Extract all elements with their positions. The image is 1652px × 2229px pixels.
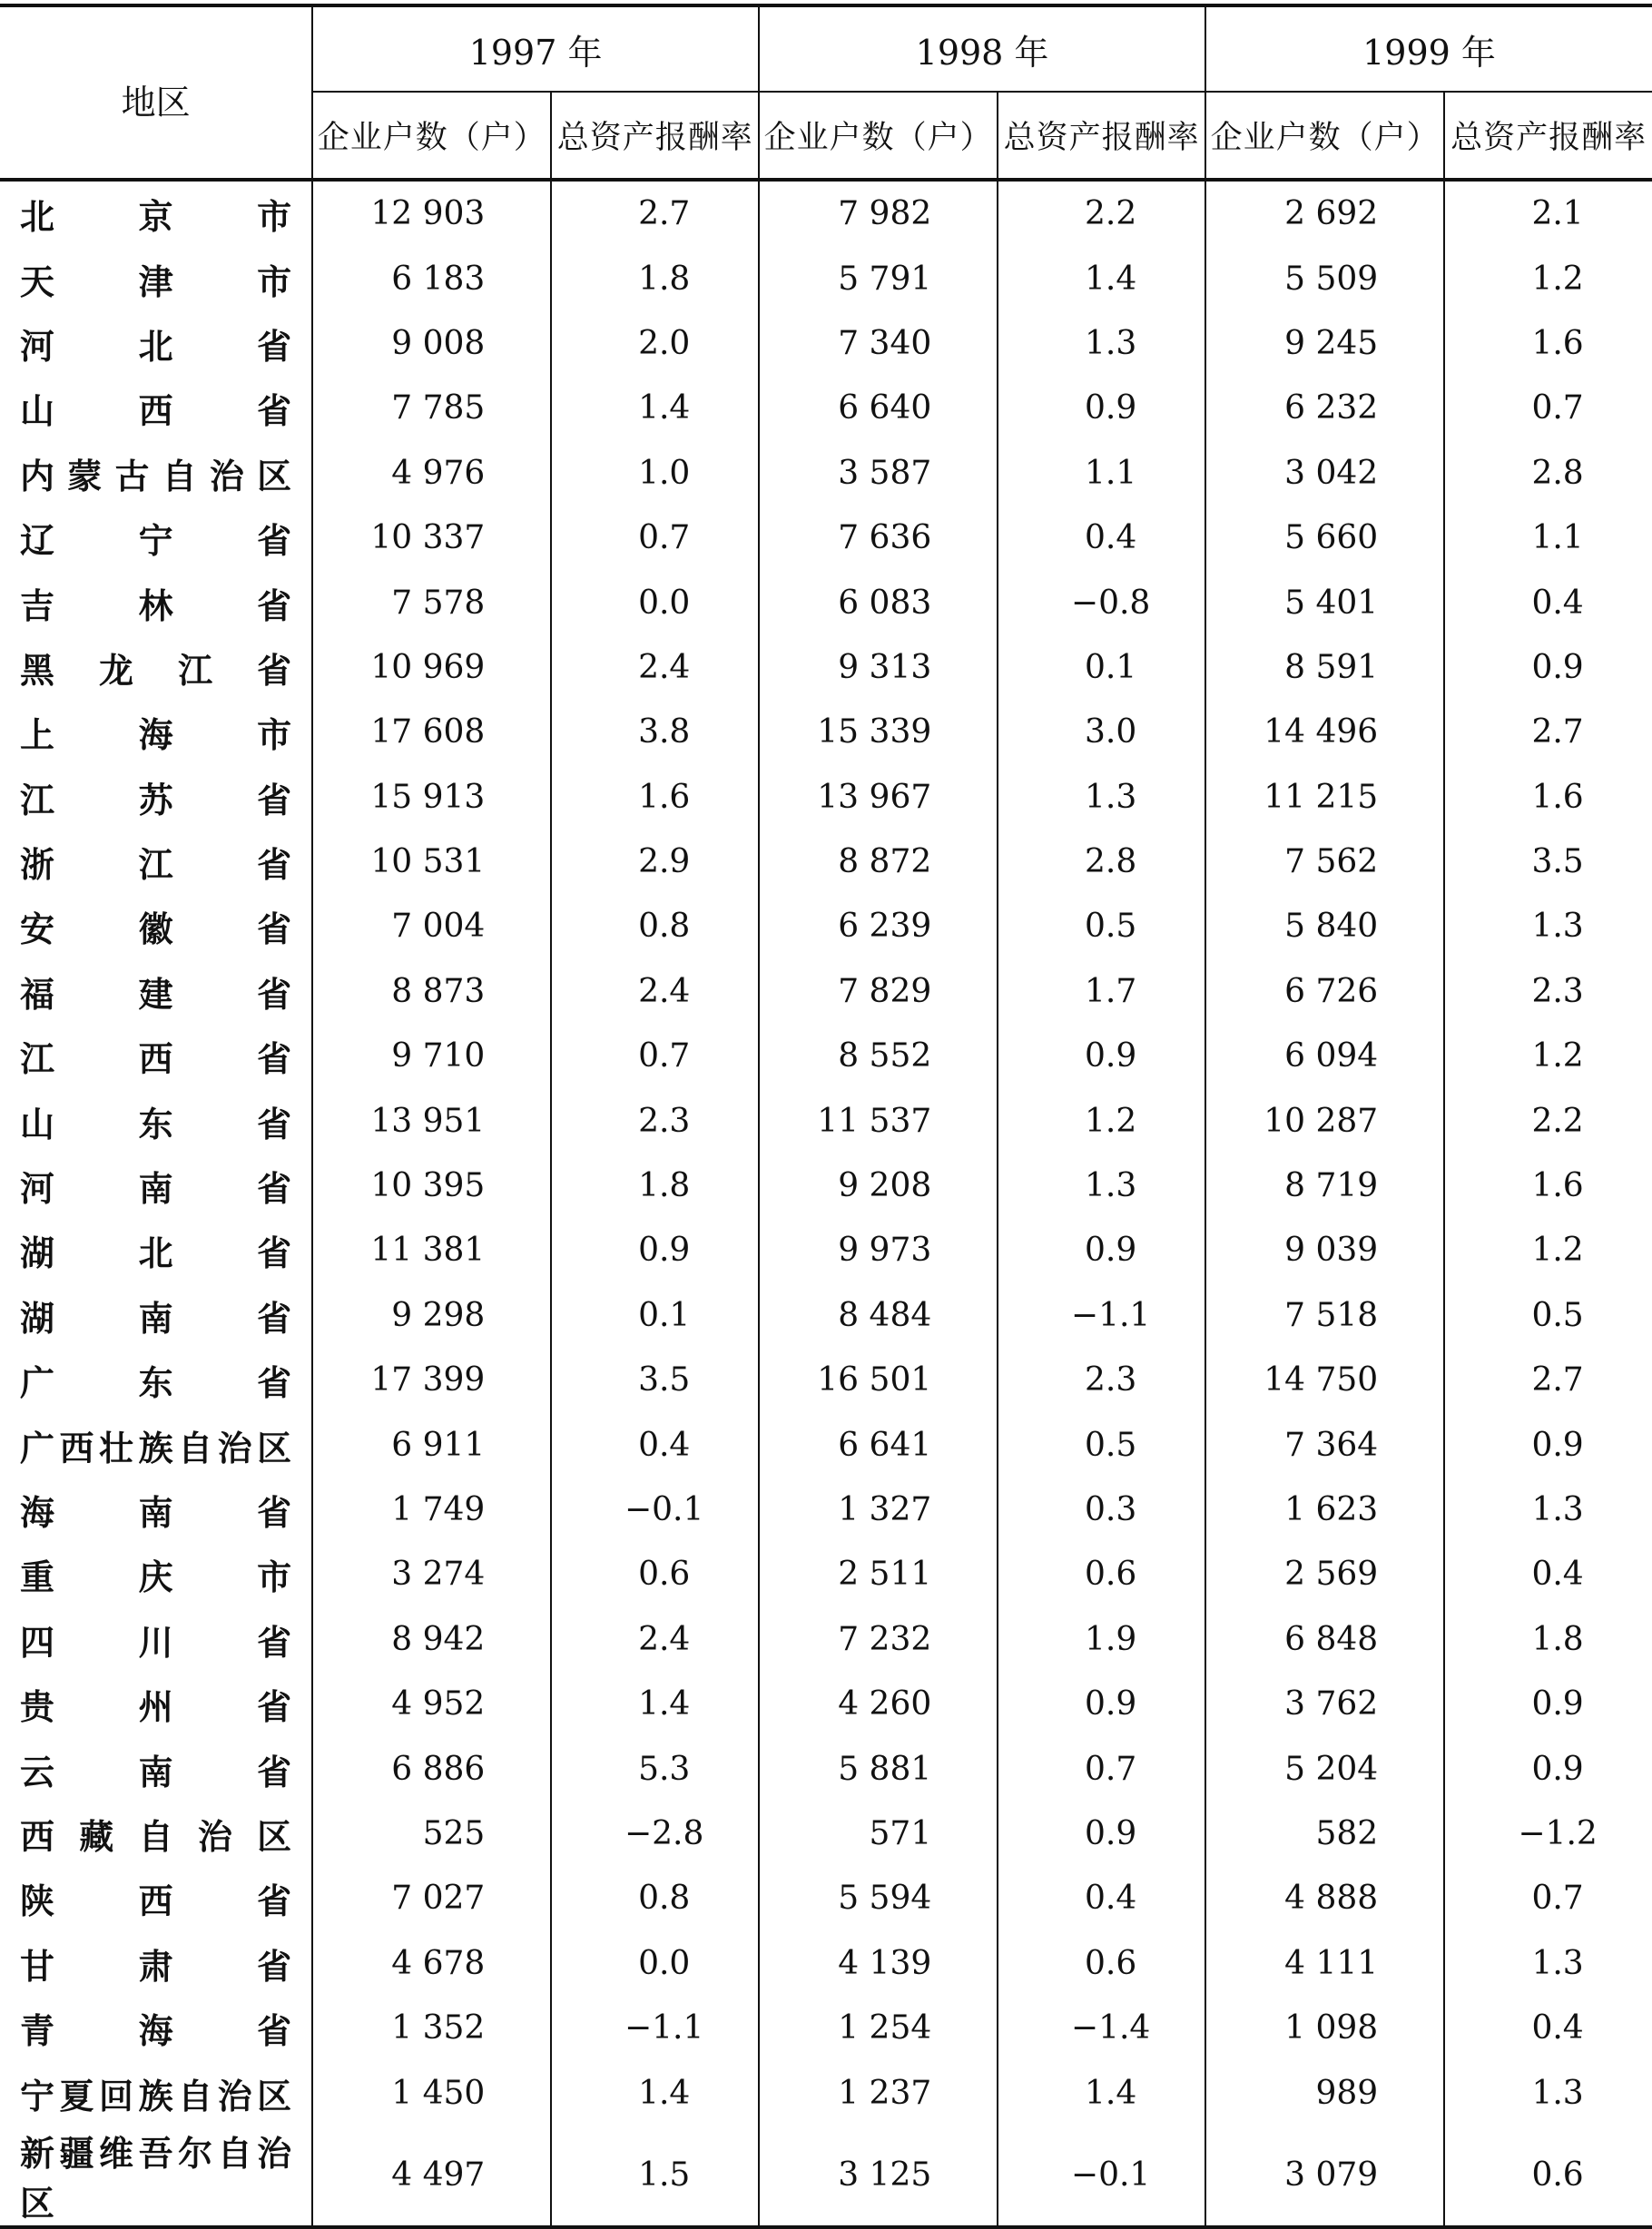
enterprise-count-cell: 1 749: [312, 1478, 551, 1542]
region-name: 浙江省: [20, 845, 292, 886]
return-rate-cell: 1.1: [998, 441, 1205, 506]
enterprise-count-cell: 5 840: [1205, 894, 1444, 958]
return-rate-cell: 2.1: [1444, 180, 1652, 246]
return-rate-cell: 1.0: [551, 441, 759, 506]
table-row: [0, 894, 1652, 958]
rate-column-header: 总资产报酬率: [1444, 92, 1652, 180]
count-column-header: 企业户数（户）: [1205, 92, 1444, 180]
return-rate-cell: 1.4: [551, 376, 759, 440]
enterprise-count-cell: 7 785: [312, 376, 551, 440]
return-rate-cell: 2.8: [998, 830, 1205, 894]
table-row: [0, 635, 1652, 700]
region-cell: [0, 246, 312, 310]
return-rate-cell: −0.1: [551, 1478, 759, 1542]
enterprise-count-cell: 1 623: [1205, 1478, 1444, 1542]
region-name: 新疆维吾尔自治区: [20, 2133, 292, 2224]
region-cell: [0, 1283, 312, 1348]
enterprise-count-cell: 3 274: [312, 1542, 551, 1606]
region-name: 贵州省: [20, 1687, 292, 1728]
enterprise-count-cell: 1 254: [759, 1996, 998, 2060]
region-name: 甘肃省: [20, 1946, 292, 1987]
region-cell: [0, 1218, 312, 1282]
region-name: 江西省: [20, 1039, 292, 1080]
enterprise-count-cell: 10 287: [1205, 1088, 1444, 1153]
count-column-header: 企业户数（户）: [312, 92, 551, 180]
return-rate-cell: 1.2: [1444, 1218, 1652, 1282]
enterprise-count-cell: 4 976: [312, 441, 551, 506]
enterprise-count-cell: 5 881: [759, 1736, 998, 1801]
table-row: [0, 765, 1652, 830]
enterprise-count-cell: 17 399: [312, 1348, 551, 1412]
enterprise-count-cell: 7 829: [759, 959, 998, 1024]
return-rate-cell: 1.8: [551, 246, 759, 310]
enterprise-count-cell: 1 098: [1205, 1996, 1444, 2060]
return-rate-cell: 0.9: [998, 1672, 1205, 1736]
region-name: 黑龙江省: [20, 650, 292, 691]
region-name: 陕西省: [20, 1881, 292, 1922]
return-rate-cell: −1.4: [998, 1996, 1205, 2060]
return-rate-cell: 0.9: [1444, 1412, 1652, 1477]
region-name: 青海省: [20, 2011, 292, 2052]
enterprise-count-cell: 3 762: [1205, 1672, 1444, 1736]
enterprise-count-cell: 4 111: [1205, 1931, 1444, 1996]
enterprise-count-cell: 6 094: [1205, 1024, 1444, 1088]
enterprise-count-cell: 6 886: [312, 1736, 551, 1801]
return-rate-cell: 0.6: [1444, 2126, 1652, 2227]
enterprise-count-cell: 2 569: [1205, 1542, 1444, 1606]
return-rate-cell: 1.4: [998, 2060, 1205, 2125]
region-name: 北京市: [20, 197, 292, 238]
enterprise-count-cell: 11 381: [312, 1218, 551, 1282]
table-row: [0, 2126, 1652, 2227]
table-row: [0, 1088, 1652, 1153]
region-cell: [0, 1736, 312, 1801]
table-row: [0, 246, 1652, 310]
region-name: 海南省: [20, 1493, 292, 1533]
return-rate-cell: −0.1: [998, 2126, 1205, 2227]
table-row: [0, 1736, 1652, 1801]
table-row: [0, 1802, 1652, 1866]
region-cell: [0, 1412, 312, 1477]
return-rate-cell: −0.8: [998, 570, 1205, 634]
region-name: 山东省: [20, 1104, 292, 1144]
enterprise-count-cell: 6 640: [759, 376, 998, 440]
return-rate-cell: 5.3: [551, 1736, 759, 1801]
region-cell: [0, 2060, 312, 2125]
enterprise-count-cell: 10 531: [312, 830, 551, 894]
return-rate-cell: 2.7: [1444, 1348, 1652, 1412]
region-name: 四川省: [20, 1622, 292, 1663]
enterprise-count-cell: 6 726: [1205, 959, 1444, 1024]
enterprise-count-cell: 7 364: [1205, 1412, 1444, 1477]
enterprise-count-cell: 6 232: [1205, 376, 1444, 440]
enterprise-count-cell: 4 139: [759, 1931, 998, 1996]
return-rate-cell: 0.6: [551, 1542, 759, 1606]
enterprise-count-cell: 10 395: [312, 1154, 551, 1218]
enterprise-count-cell: 9 710: [312, 1024, 551, 1088]
enterprise-count-cell: 9 245: [1205, 311, 1444, 376]
return-rate-cell: 0.5: [998, 894, 1205, 958]
return-rate-cell: 1.3: [998, 765, 1205, 830]
table-row: [0, 570, 1652, 634]
enterprise-count-cell: 6 911: [312, 1412, 551, 1477]
region-name: 天津市: [20, 261, 292, 302]
region-name: 内蒙古自治区: [20, 456, 292, 496]
enterprise-count-cell: 6 641: [759, 1412, 998, 1477]
return-rate-cell: 0.6: [998, 1931, 1205, 1996]
return-rate-cell: 0.7: [551, 1024, 759, 1088]
table-row: [0, 700, 1652, 764]
table-row: [0, 1154, 1652, 1218]
table-row: [0, 830, 1652, 894]
region-cell: [0, 894, 312, 958]
return-rate-cell: 0.9: [1444, 635, 1652, 700]
enterprise-count-cell: 11 537: [759, 1088, 998, 1153]
table-header: [0, 5, 1652, 180]
enterprise-count-cell: 7 636: [759, 506, 998, 570]
return-rate-cell: 0.7: [1444, 376, 1652, 440]
enterprise-count-cell: 525: [312, 1802, 551, 1866]
region-cell: [0, 506, 312, 570]
enterprise-count-cell: 4 952: [312, 1672, 551, 1736]
enterprise-count-cell: 5 594: [759, 1866, 998, 1930]
return-rate-cell: 0.1: [998, 635, 1205, 700]
region-name: 湖南省: [20, 1298, 292, 1339]
table-row: [0, 1024, 1652, 1088]
return-rate-cell: 0.4: [998, 506, 1205, 570]
enterprise-count-cell: 7 518: [1205, 1283, 1444, 1348]
enterprise-count-cell: 4 888: [1205, 1866, 1444, 1930]
return-rate-cell: 1.3: [1444, 2060, 1652, 2125]
region-name: 上海市: [20, 715, 292, 756]
enterprise-count-cell: 582: [1205, 1802, 1444, 1866]
header-row-years: [0, 5, 1652, 92]
region-cell: [0, 441, 312, 506]
return-rate-cell: 1.4: [998, 246, 1205, 310]
return-rate-cell: 0.3: [998, 1478, 1205, 1542]
return-rate-cell: 2.3: [1444, 959, 1652, 1024]
return-rate-cell: −2.8: [551, 1802, 759, 1866]
enterprise-count-cell: 14 750: [1205, 1348, 1444, 1412]
region-column-header: 地区: [0, 5, 312, 180]
year-header-1997: 1997 年: [312, 5, 759, 92]
region-cell: [0, 1866, 312, 1930]
return-rate-cell: 1.2: [998, 1088, 1205, 1153]
return-rate-cell: 3.5: [1444, 830, 1652, 894]
enterprise-count-cell: 14 496: [1205, 700, 1444, 764]
region-cell: [0, 1024, 312, 1088]
return-rate-cell: −1.1: [998, 1283, 1205, 1348]
return-rate-cell: 2.7: [1444, 700, 1652, 764]
return-rate-cell: 3.5: [551, 1348, 759, 1412]
enterprise-count-cell: 8 872: [759, 830, 998, 894]
return-rate-cell: 0.9: [1444, 1672, 1652, 1736]
region-name: 湖北省: [20, 1233, 292, 1274]
region-name: 吉林省: [20, 585, 292, 626]
return-rate-cell: 1.3: [998, 311, 1205, 376]
region-cell: [0, 1348, 312, 1412]
table-row: [0, 959, 1652, 1024]
return-rate-cell: 2.9: [551, 830, 759, 894]
return-rate-cell: 0.8: [551, 1866, 759, 1930]
enterprise-count-cell: 7 982: [759, 180, 998, 246]
return-rate-cell: 1.6: [1444, 1154, 1652, 1218]
enterprise-count-cell: 8 591: [1205, 635, 1444, 700]
enterprise-count-cell: 5 509: [1205, 246, 1444, 310]
enterprise-count-cell: 8 484: [759, 1283, 998, 1348]
rate-column-header: 总资产报酬率: [551, 92, 759, 180]
table-row: [0, 441, 1652, 506]
return-rate-cell: 0.4: [1444, 1996, 1652, 2060]
enterprise-count-cell: 3 042: [1205, 441, 1444, 506]
region-cell: [0, 1088, 312, 1153]
enterprise-count-cell: 1 237: [759, 2060, 998, 2125]
enterprise-count-cell: 4 497: [312, 2126, 551, 2227]
enterprise-count-cell: 1 450: [312, 2060, 551, 2125]
return-rate-cell: 0.9: [998, 1024, 1205, 1088]
enterprise-count-cell: 7 340: [759, 311, 998, 376]
table-row: [0, 1412, 1652, 1477]
region-cell: [0, 959, 312, 1024]
region-name: 云南省: [20, 1752, 292, 1792]
return-rate-cell: −1.1: [551, 1996, 759, 2060]
return-rate-cell: 1.4: [551, 2060, 759, 2125]
table-row: [0, 376, 1652, 440]
return-rate-cell: 2.3: [998, 1348, 1205, 1412]
return-rate-cell: 1.7: [998, 959, 1205, 1024]
return-rate-cell: 0.4: [1444, 1542, 1652, 1606]
enterprise-count-cell: 8 719: [1205, 1154, 1444, 1218]
return-rate-cell: 0.0: [551, 570, 759, 634]
enterprise-count-cell: 9 208: [759, 1154, 998, 1218]
enterprise-count-cell: 10 337: [312, 506, 551, 570]
region-cell: [0, 635, 312, 700]
return-rate-cell: 1.6: [551, 765, 759, 830]
region-name: 山西省: [20, 391, 292, 432]
table-row: [0, 1996, 1652, 2060]
region-name: 广东省: [20, 1363, 292, 1404]
enterprise-count-cell: 2 692: [1205, 180, 1444, 246]
table-row: [0, 311, 1652, 376]
table-row: [0, 1866, 1652, 1930]
enterprise-count-cell: 5 791: [759, 246, 998, 310]
enterprise-count-cell: 8 873: [312, 959, 551, 1024]
return-rate-cell: 0.8: [551, 894, 759, 958]
region-cell: [0, 1154, 312, 1218]
enterprise-count-cell: 10 969: [312, 635, 551, 700]
return-rate-cell: 1.2: [1444, 246, 1652, 310]
enterprise-count-cell: 989: [1205, 2060, 1444, 2125]
return-rate-cell: 0.6: [998, 1542, 1205, 1606]
return-rate-cell: 2.3: [551, 1088, 759, 1153]
return-rate-cell: 0.9: [998, 376, 1205, 440]
table-row: [0, 1672, 1652, 1736]
region-name: 江苏省: [20, 780, 292, 820]
enterprise-count-cell: 1 352: [312, 1996, 551, 2060]
return-rate-cell: 0.7: [551, 506, 759, 570]
return-rate-cell: 0.9: [998, 1218, 1205, 1282]
return-rate-cell: 3.8: [551, 700, 759, 764]
return-rate-cell: 0.7: [1444, 1866, 1652, 1930]
return-rate-cell: 0.0: [551, 1931, 759, 1996]
enterprise-count-cell: 1 327: [759, 1478, 998, 1542]
enterprise-count-cell: 15 339: [759, 700, 998, 764]
return-rate-cell: 2.4: [551, 1607, 759, 1672]
data-table: [0, 4, 1652, 2229]
return-rate-cell: 0.1: [551, 1283, 759, 1348]
enterprise-count-cell: 3 079: [1205, 2126, 1444, 2227]
enterprise-count-cell: 9 008: [312, 311, 551, 376]
enterprise-count-cell: 7 004: [312, 894, 551, 958]
region-cell: [0, 765, 312, 830]
return-rate-cell: 1.8: [551, 1154, 759, 1218]
table-row: [0, 1218, 1652, 1282]
return-rate-cell: 3.0: [998, 700, 1205, 764]
return-rate-cell: 1.4: [551, 1672, 759, 1736]
return-rate-cell: 2.4: [551, 959, 759, 1024]
table-row: [0, 506, 1652, 570]
region-cell: [0, 1672, 312, 1736]
return-rate-cell: 0.5: [1444, 1283, 1652, 1348]
region-cell: [0, 700, 312, 764]
return-rate-cell: 1.2: [1444, 1024, 1652, 1088]
region-cell: [0, 180, 312, 246]
return-rate-cell: 2.4: [551, 635, 759, 700]
region-cell: [0, 830, 312, 894]
region-cell: [0, 1802, 312, 1866]
year-header-1999: 1999 年: [1205, 5, 1652, 92]
return-rate-cell: 1.8: [1444, 1607, 1652, 1672]
return-rate-cell: 0.9: [1444, 1736, 1652, 1801]
region-name: 河南省: [20, 1169, 292, 1210]
return-rate-cell: 2.2: [998, 180, 1205, 246]
enterprise-count-cell: 5 660: [1205, 506, 1444, 570]
enterprise-count-cell: 11 215: [1205, 765, 1444, 830]
enterprise-count-cell: 9 973: [759, 1218, 998, 1282]
return-rate-cell: 0.4: [551, 1412, 759, 1477]
enterprise-count-cell: 4 678: [312, 1931, 551, 1996]
region-cell: [0, 1607, 312, 1672]
enterprise-count-cell: 6 848: [1205, 1607, 1444, 1672]
enterprise-count-cell: 7 027: [312, 1866, 551, 1930]
enterprise-count-cell: 6 083: [759, 570, 998, 634]
enterprise-count-cell: 12 903: [312, 180, 551, 246]
region-cell: [0, 311, 312, 376]
return-rate-cell: 1.3: [1444, 1931, 1652, 1996]
region-name: 西藏自治区: [20, 1816, 292, 1857]
region-name: 河北省: [20, 326, 292, 367]
enterprise-count-cell: 571: [759, 1802, 998, 1866]
return-rate-cell: 2.8: [1444, 441, 1652, 506]
return-rate-cell: 1.6: [1444, 311, 1652, 376]
return-rate-cell: −1.2: [1444, 1802, 1652, 1866]
region-cell: [0, 1931, 312, 1996]
enterprise-count-cell: 7 578: [312, 570, 551, 634]
table-row: [0, 1931, 1652, 1996]
enterprise-count-cell: 8 552: [759, 1024, 998, 1088]
return-rate-cell: 2.2: [1444, 1088, 1652, 1153]
return-rate-cell: 2.0: [551, 311, 759, 376]
region-name: 广西壮族自治区: [20, 1428, 292, 1468]
return-rate-cell: 0.4: [1444, 570, 1652, 634]
region-cell: [0, 1542, 312, 1606]
return-rate-cell: 0.9: [998, 1802, 1205, 1866]
region-name: 宁夏回族自治区: [20, 2076, 292, 2116]
region-name: 福建省: [20, 974, 292, 1015]
table-row: [0, 1283, 1652, 1348]
return-rate-cell: 2.7: [551, 180, 759, 246]
enterprise-count-cell: 6 183: [312, 246, 551, 310]
enterprise-count-cell: 16 501: [759, 1348, 998, 1412]
return-rate-cell: 1.3: [1444, 894, 1652, 958]
year-header-1998: 1998 年: [759, 5, 1205, 92]
region-cell: [0, 1996, 312, 2060]
enterprise-count-cell: 13 951: [312, 1088, 551, 1153]
return-rate-cell: 1.9: [998, 1607, 1205, 1672]
count-column-header: 企业户数（户）: [759, 92, 998, 180]
region-cell: [0, 376, 312, 440]
table-row: [0, 1607, 1652, 1672]
table-row: [0, 2060, 1652, 2125]
enterprise-count-cell: 13 967: [759, 765, 998, 830]
return-rate-cell: 1.1: [1444, 506, 1652, 570]
return-rate-cell: 0.5: [998, 1412, 1205, 1477]
return-rate-cell: 0.7: [998, 1736, 1205, 1801]
region-name: 安徽省: [20, 909, 292, 950]
return-rate-cell: 0.4: [998, 1866, 1205, 1930]
return-rate-cell: 1.5: [551, 2126, 759, 2227]
enterprise-count-cell: 9 313: [759, 635, 998, 700]
enterprise-count-cell: 5 401: [1205, 570, 1444, 634]
enterprise-count-cell: 3 587: [759, 441, 998, 506]
enterprise-count-cell: 8 942: [312, 1607, 551, 1672]
table-row: [0, 1348, 1652, 1412]
enterprise-count-cell: 3 125: [759, 2126, 998, 2227]
region-cell: [0, 1478, 312, 1542]
return-rate-cell: 1.6: [1444, 765, 1652, 830]
enterprise-count-cell: 6 239: [759, 894, 998, 958]
return-rate-cell: 0.9: [551, 1218, 759, 1282]
return-rate-cell: 1.3: [1444, 1478, 1652, 1542]
region-cell: [0, 2126, 312, 2227]
region-name: 辽宁省: [20, 521, 292, 562]
enterprise-count-cell: 9 039: [1205, 1218, 1444, 1282]
enterprise-count-cell: 4 260: [759, 1672, 998, 1736]
table-body: [0, 180, 1652, 2227]
enterprise-count-cell: 9 298: [312, 1283, 551, 1348]
enterprise-count-cell: 5 204: [1205, 1736, 1444, 1801]
table-row: [0, 180, 1652, 246]
region-cell: [0, 570, 312, 634]
enterprise-count-cell: 17 608: [312, 700, 551, 764]
return-rate-cell: 1.3: [998, 1154, 1205, 1218]
region-name: 重庆市: [20, 1557, 292, 1598]
enterprise-count-cell: 7 562: [1205, 830, 1444, 894]
enterprise-count-cell: 7 232: [759, 1607, 998, 1672]
table-row: [0, 1542, 1652, 1606]
enterprise-count-cell: 15 913: [312, 765, 551, 830]
table-row: [0, 1478, 1652, 1542]
enterprise-count-cell: 2 511: [759, 1542, 998, 1606]
rate-column-header: 总资产报酬率: [998, 92, 1205, 180]
